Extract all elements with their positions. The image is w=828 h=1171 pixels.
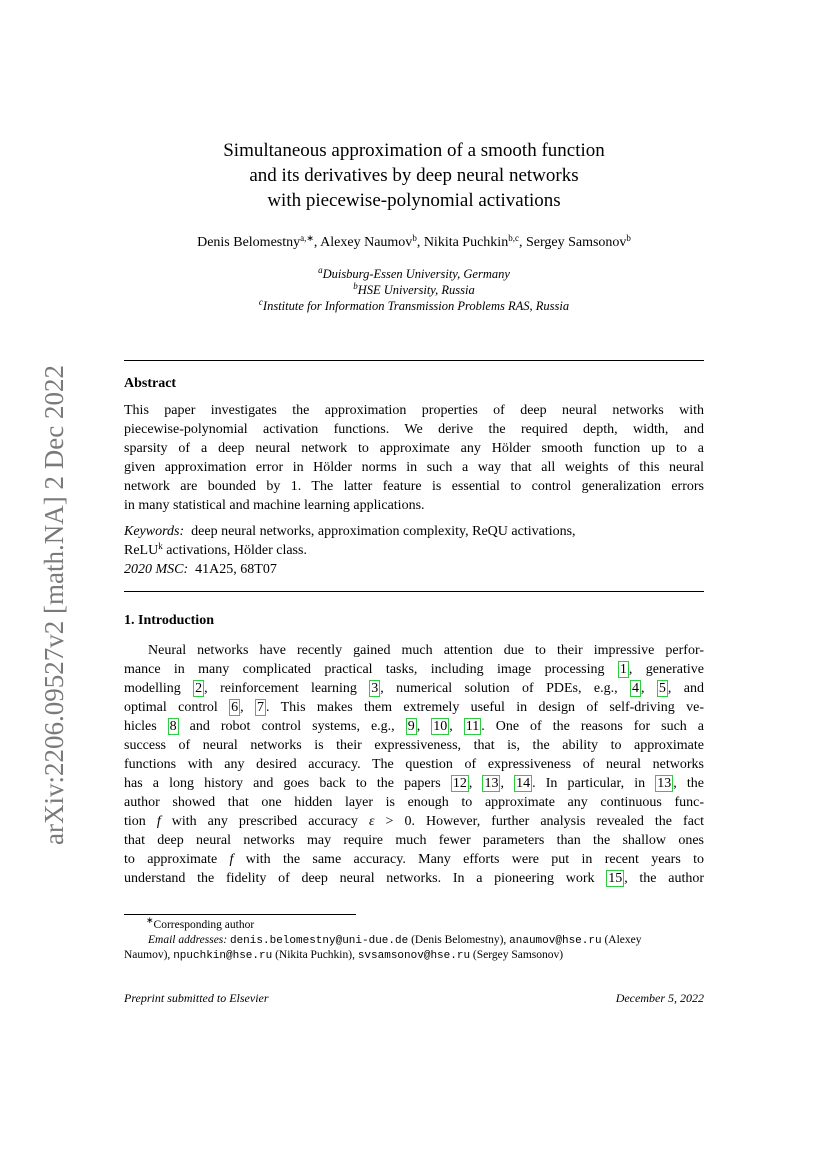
email-link[interactable]: denis.belomestny@uni-due.de [229, 935, 409, 947]
msc-line [124, 560, 704, 579]
mid-rule [124, 591, 704, 592]
intro-text: , the [673, 776, 705, 791]
intro-text: author showed that one hidden layer is enough to approximate any continuous func- [124, 795, 704, 810]
intro-line [124, 660, 704, 679]
intro-line [124, 698, 704, 717]
title-line: Simultaneous approximation of a smooth function [223, 140, 605, 161]
citation-link[interactable]: 14 [516, 776, 531, 791]
intro-text: functions with any desired accuracy. The question of expressiveness of neural networks [124, 757, 704, 772]
affiliation-mark: a [318, 265, 323, 275]
intro-line [124, 869, 704, 888]
citation-link[interactable]: 8 [169, 719, 177, 734]
intro-text: , the author [624, 871, 704, 886]
keywords-line [124, 522, 704, 541]
citation-link[interactable]: 5 [658, 681, 666, 696]
intro-line [124, 717, 704, 736]
keywords-block [124, 522, 704, 579]
intro-line [124, 812, 704, 831]
abstract-line: piecewise-polynomial activation functions. We derive the required depth, width, and [124, 422, 704, 437]
keywords-text: deep neural networks, approximation complexity, ReQU activations, [191, 524, 576, 539]
intro-line [124, 793, 704, 812]
email-owner: Naumov), [124, 949, 171, 961]
email-owner: (Denis Belomestny), [411, 934, 507, 946]
math-symbol: f [156, 814, 161, 829]
intro-text: and robot control systems, e.g., [178, 719, 406, 734]
intro-text: , [640, 681, 657, 696]
intro-line [124, 831, 704, 850]
section-heading: 1. Introduction [124, 613, 214, 628]
footnote-mark: ∗ [146, 915, 154, 925]
affiliation [124, 282, 704, 298]
keywords-label: Keywords: [124, 524, 185, 539]
abstract-line: given approximation error in Hölder norms in such a way that all weights of this neural [124, 460, 704, 475]
intro-text: understand the fidelity of deep neural networks. In a pioneering work [124, 871, 607, 886]
citation-link[interactable]: 3 [371, 681, 379, 696]
intro-text: to approximate [124, 852, 230, 867]
abstract-line: network are bounded by 1. The latter feature is essential to control generalization errors [124, 479, 704, 494]
author-name: Alexey Naumov [320, 235, 413, 250]
abstract-line: in many statistical and machine learning applications. [124, 498, 425, 513]
intro-text: success of neural networks is their expressiveness, that is, the ability to approximate [124, 738, 704, 753]
top-rule [124, 360, 704, 361]
paper-title [124, 138, 704, 213]
intro-text: . In particular, in [532, 776, 656, 791]
intro-text: with the same accuracy. Many efforts were put in recent years to [233, 852, 704, 867]
arxiv-stamp: arXiv:2206.09527v2 [math.NA] 2 Dec 2022 [39, 365, 69, 845]
email-owner: (Nikita Puchkin), [275, 949, 355, 961]
intro-text: , [500, 776, 515, 791]
footer-date: December 5, 2022 [615, 991, 704, 1005]
intro-text: has a long history and goes back to the papers [124, 776, 451, 791]
email-label: Email addresses: [148, 934, 228, 946]
keywords-sup: k [158, 541, 163, 551]
footnote-line [124, 933, 704, 948]
citation-link[interactable]: 2 [195, 681, 203, 696]
footer-left: Preprint submitted to Elsevier [124, 991, 269, 1005]
email-owner: (Sergey Samsonov) [472, 949, 564, 961]
email-link[interactable]: anaumov@hse.ru [509, 935, 602, 947]
citation-link[interactable]: 6 [231, 700, 239, 715]
intro-text: , [449, 719, 464, 734]
footnote-line [124, 915, 704, 933]
footnote-line [124, 948, 704, 963]
abstract-line: This paper investigates the approximation properties of deep neural networks with [124, 403, 704, 418]
msc-label: 2020 MSC: [124, 562, 189, 577]
affiliation-text: HSE University, Russia [357, 283, 475, 297]
footnote-text: Corresponding author [153, 919, 255, 931]
title-line: with piecewise-polynomial activations [267, 190, 561, 211]
intro-text: , [468, 776, 483, 791]
affiliation [124, 298, 704, 314]
author-mark: b [412, 233, 417, 243]
intro-text: , numerical solution of PDEs, e.g., [380, 681, 630, 696]
citation-link[interactable]: 4 [631, 681, 639, 696]
intro-line [124, 774, 704, 793]
intro-line [124, 850, 704, 869]
intro-text: , [416, 719, 432, 734]
affiliations [124, 266, 704, 314]
abstract-body [124, 401, 704, 515]
intro-text: hicles [124, 719, 168, 734]
email-link[interactable]: npuchkin@hse.ru [173, 950, 273, 962]
author-name: Nikita Puchkin [423, 235, 509, 250]
citation-link[interactable]: 9 [407, 719, 415, 734]
math-symbol: ε [368, 814, 375, 829]
intro-text: mance in many complicated practical tasks, including image processing [124, 662, 618, 677]
title-line: and its derivatives by deep neural networks [249, 165, 579, 186]
citation-link[interactable]: 1 [619, 662, 627, 677]
intro-text: , [240, 700, 256, 715]
intro-text: , generative [628, 662, 705, 677]
author-list: Denis Belomestny$^{a,∗}$, Alexey Naumov$^b$, Nikita Puchkin$^{b,c}$, Sergey Samsonov$^b$ [197, 233, 631, 250]
intro-line [124, 736, 704, 755]
intro-text: , reinforcement learning [204, 681, 370, 696]
citation-link[interactable]: 13 [484, 776, 499, 791]
intro-line [124, 641, 704, 660]
intro-line [124, 679, 704, 698]
math-symbol: f [229, 852, 234, 867]
affiliation-mark: c [258, 297, 263, 307]
affiliation [124, 266, 704, 282]
email-link[interactable]: svsamsonov@hse.ru [357, 950, 471, 962]
affiliation-mark: b [353, 281, 358, 291]
intro-text: , and [667, 681, 704, 696]
affiliation-text: Institute for Information Transmission Problems RAS, Russia [262, 299, 570, 313]
footnote-rule [124, 914, 356, 915]
author-mark: b,c [508, 233, 519, 243]
author-mark: b [626, 233, 631, 243]
citation-link[interactable]: 11 [465, 719, 480, 734]
citation-link[interactable]: 15 [608, 871, 623, 886]
intro-text: that deep neural networks may require much fewer parameters than the shallow ones [124, 833, 704, 848]
abstract-heading: Abstract [124, 376, 177, 391]
email-owner: (Alexey [604, 934, 642, 946]
citation-link[interactable]: 10 [433, 719, 448, 734]
intro-text: optimal control [124, 700, 230, 715]
author-mark: a,∗ [300, 233, 314, 243]
intro-text: > 0. However, further analysis revealed the fact [374, 814, 705, 829]
citation-link[interactable]: 12 [452, 776, 467, 791]
keywords-line [124, 541, 704, 560]
citation-link[interactable]: 7 [257, 700, 265, 715]
affiliation-text: Duisburg-Essen University, Germany [322, 267, 510, 281]
intro-text: with any prescribed accuracy [160, 814, 369, 829]
keywords-text: activations, Hölder class. [162, 543, 307, 558]
intro-text: . One of the reasons for such a [481, 719, 705, 734]
author-name: Sergey Samsonov [525, 235, 627, 250]
intro-line [124, 755, 704, 774]
citation-link[interactable]: 13 [657, 776, 672, 791]
intro-body [124, 641, 704, 888]
abstract-line: sparsity of a deep neural network to approximate any Hölder smooth function up to a [124, 441, 704, 456]
author-name: Denis Belomestny [197, 235, 301, 250]
intro-text: modelling [124, 681, 194, 696]
intro-text: . This makes them extremely useful in design of self-driving ve- [266, 700, 704, 715]
keywords-text: ReLU [124, 543, 159, 558]
msc-codes: 41A25, 68T07 [195, 562, 277, 577]
intro-text: tion [124, 814, 157, 829]
intro-text: Neural networks have recently gained much attention due to their impressive perfor- [148, 643, 704, 658]
footnote [124, 915, 704, 963]
